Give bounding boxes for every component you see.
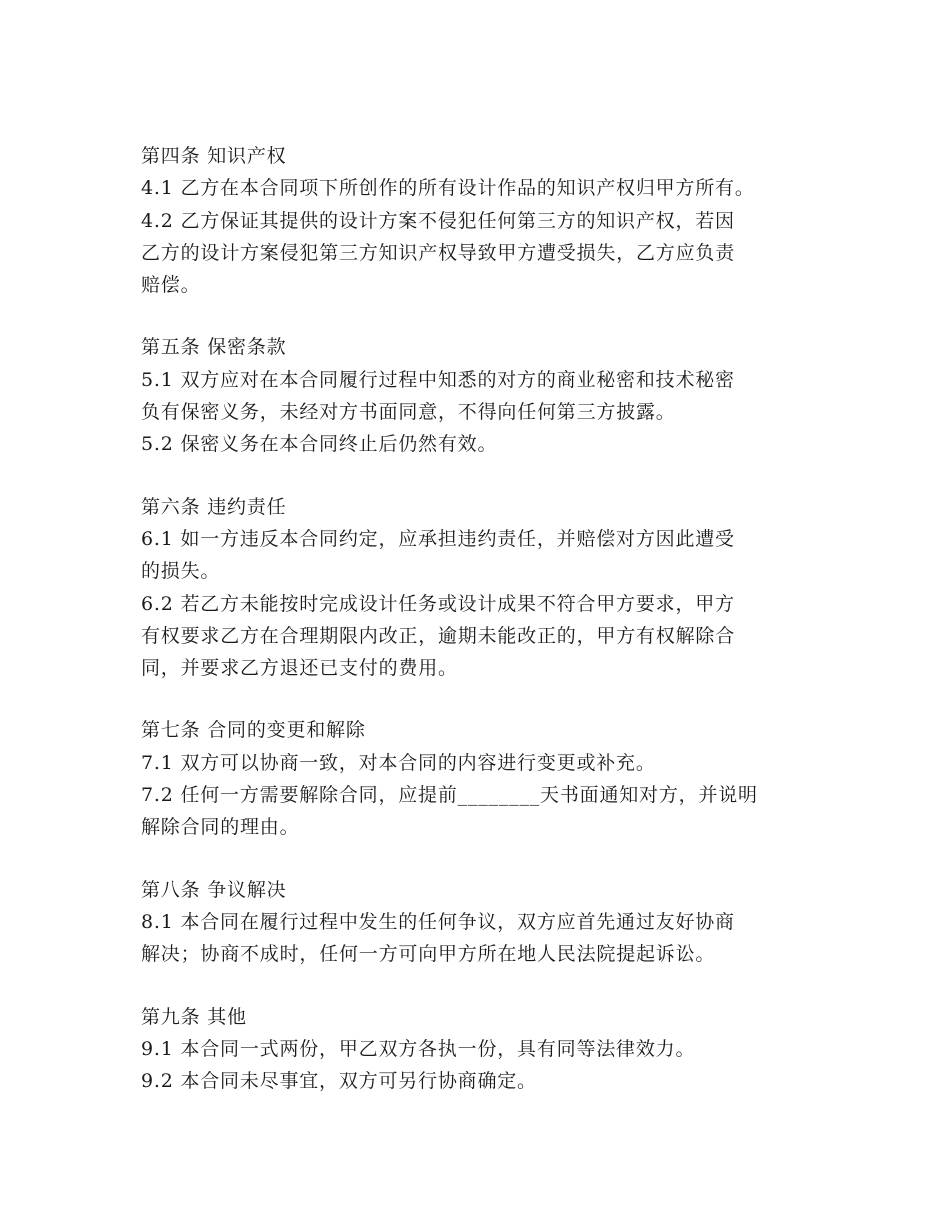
article-8-line: 解决；协商不成时，任何一方可向甲方所在地人民法院提起诉讼。: [141, 943, 716, 966]
article-9-heading: 第九条 其他: [141, 1005, 247, 1028]
article-4-line: 4.1 乙方在本合同项下所创作的所有设计作品的知识产权归甲方所有。: [141, 177, 755, 200]
article-4-line: 4.2 乙方保证其提供的设计方案不侵犯任何第三方的知识产权，若因: [141, 209, 735, 232]
article-6-section: [141, 491, 841, 685]
article-6-line: 的损失。: [141, 560, 221, 583]
article-4-section: [141, 140, 841, 301]
article-6-line: 6.1 如一方违反本合同约定，应承担违约责任，并赔偿对方因此遭受: [141, 527, 735, 550]
article-7-line: 解除合同的理由。: [141, 816, 300, 839]
article-9-line: 9.2 本合同未尽事宜，双方可另行协商确定。: [141, 1070, 537, 1093]
article-7-section: [141, 714, 841, 843]
article-4-heading: 第四条 知识产权: [141, 145, 287, 167]
article-8-line: 8.1 本合同在履行过程中发生的任何争议，双方应首先通过友好协商: [141, 910, 735, 933]
article-6-heading: 第六条 违约责任: [141, 495, 287, 518]
article-5-line: 5.2 保密义务在本合同终止后仍然有效。: [141, 433, 498, 456]
article-9-line: 9.1 本合同一式两份，甲乙双方各执一份，具有同等法律效力。: [141, 1037, 696, 1060]
article-5-line: 5.1 双方应对在本合同履行过程中知悉的对方的商业秘密和技术秘密: [141, 368, 735, 391]
article-9-section: [141, 1001, 841, 1098]
contract-page: [141, 140, 841, 1127]
article-6-line: 同，并要求乙方退还已支付的费用。: [141, 657, 458, 680]
article-6-line: 有权要求乙方在合理期限内改正，逾期未能改正的，甲方有权解除合: [141, 624, 736, 647]
article-5-line: 负有保密义务，未经对方书面同意，不得向任何第三方披露。: [141, 401, 676, 424]
article-5-section: [141, 331, 841, 460]
article-8-heading: 第八条 争议解决: [141, 878, 287, 901]
article-7-line: 7.2 任何一方需要解除合同，应提前________天书面通知对方，并说明: [141, 784, 758, 807]
article-7-heading: 第七条 合同的变更和解除: [141, 719, 366, 742]
article-7-line: 7.1 双方可以协商一致，对本合同的内容进行变更或补充。: [141, 751, 656, 774]
article-6-line: 6.2 若乙方未能按时完成设计任务或设计成果不符合甲方要求，甲方: [141, 592, 735, 615]
article-5-heading: 第五条 保密条款: [141, 336, 287, 359]
article-8-section: [141, 874, 841, 971]
article-4-line: 赔偿。: [141, 274, 201, 297]
article-4-line: 乙方的设计方案侵犯第三方知识产权导致甲方遭受损失，乙方应负责: [141, 241, 736, 264]
